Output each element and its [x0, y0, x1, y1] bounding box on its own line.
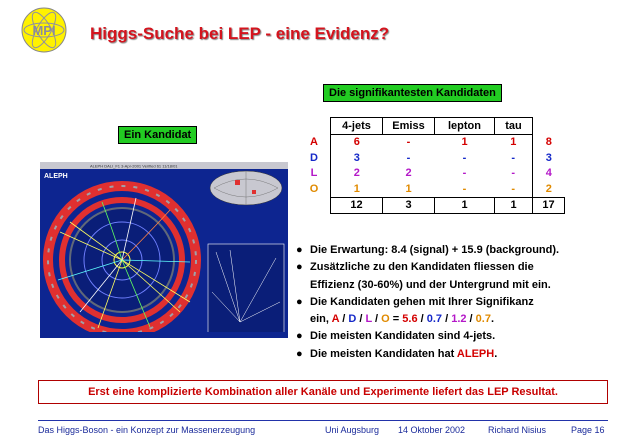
footer-page-number: Page 16	[571, 425, 605, 435]
total-cell: 12	[331, 197, 383, 214]
table-cell: 3	[353, 151, 360, 164]
period: .	[490, 313, 495, 326]
bullet-icon: ●	[296, 295, 303, 308]
table-row	[298, 181, 565, 197]
label-L: L	[365, 313, 372, 326]
table-row	[298, 166, 565, 182]
row-label: A	[298, 134, 331, 150]
separator: /	[417, 313, 427, 326]
table-cell: 1	[353, 182, 360, 195]
footer-university: Uni Augsburg	[325, 425, 380, 435]
footer-talk-title: Das Higgs-Boson - ein Konzept zur Massenerzeugung	[38, 425, 256, 435]
row-label: O	[298, 181, 331, 197]
table-row	[298, 134, 565, 150]
value-O: 0.7	[475, 313, 491, 326]
row-label: L	[298, 166, 331, 182]
table-cell: 3	[533, 150, 565, 166]
table-cell: 6	[353, 136, 360, 149]
total-cell: 3	[383, 197, 435, 214]
row-label: D	[298, 150, 331, 166]
bullet-item	[296, 259, 559, 276]
conclusion-box: Erst eine komplizierte Kombination aller Kanäle und Experimente liefert das LEP Resultat.	[38, 380, 608, 404]
label-A: A	[331, 313, 340, 326]
column-header: 4-jets	[331, 118, 383, 135]
table-cell: 8	[533, 134, 565, 150]
table-cell: -	[462, 151, 467, 164]
column-header: tau	[495, 118, 533, 135]
bullet-text: Die Kandidaten gehen mit Ihrer Signifikanz	[310, 295, 534, 308]
table-row	[298, 150, 565, 166]
table-cell: 2	[405, 167, 412, 180]
table-cell: 2	[533, 181, 565, 197]
single-candidate-label: Ein Kandidat	[118, 126, 197, 144]
table-cell: -	[406, 136, 411, 149]
table-header-row	[298, 118, 565, 135]
bullet-icon: ●	[296, 261, 303, 274]
table-cell: 4	[533, 166, 565, 182]
bullet-item	[296, 328, 559, 345]
table-cell: -	[511, 151, 516, 164]
bullet-text: Die meisten Kandidaten hat	[310, 347, 457, 360]
candidates-table	[298, 117, 565, 214]
page-title: Higgs-Suche bei LEP - eine Evidenz?	[90, 24, 390, 43]
bullet-continuation	[296, 311, 559, 328]
bullet-continuation: Effizienz (30-60%) und der Untergrund mit ein.	[310, 278, 551, 291]
table-cell: -	[511, 167, 516, 180]
table-cell: 2	[353, 167, 360, 180]
table-cell: 1	[405, 182, 412, 195]
equals: =	[389, 313, 403, 326]
bullet-text: Zusätzliche zu den Kandidaten fliessen die	[310, 261, 534, 274]
period: .	[494, 347, 498, 360]
bullet-icon: ●	[296, 347, 303, 360]
footer-author: Richard Nisius	[488, 425, 547, 435]
table-cell: -	[462, 182, 467, 195]
separator: /	[442, 313, 452, 326]
total-cell: 1	[435, 197, 495, 214]
value-A: 5.6	[402, 313, 418, 326]
mpi-atom-logo	[20, 6, 68, 54]
bullet-item	[296, 242, 559, 259]
separator: /	[356, 313, 366, 326]
bullet-item	[296, 294, 559, 311]
text-segment: ein,	[310, 313, 332, 326]
footer-date: 14 Oktober 2002	[398, 425, 466, 435]
table-cell: -	[462, 167, 467, 180]
aleph-logo-text: ALEPH	[44, 173, 68, 180]
bullet-list	[296, 242, 559, 363]
separator: /	[339, 313, 349, 326]
bullet-text: Die meisten Kandidaten sind 4-jets.	[310, 330, 496, 343]
table-cell: -	[406, 151, 411, 164]
bullet-text: Die Erwartung: 8.4 (signal) + 15.9 (background).	[310, 244, 560, 256]
label-D: D	[348, 313, 357, 326]
bullet-icon: ●	[296, 330, 303, 343]
table-totals-row	[298, 197, 565, 214]
table-cell: 1	[510, 136, 517, 149]
total-cell: 1	[495, 197, 533, 214]
table-cell: -	[511, 182, 516, 195]
column-header: Emiss	[383, 118, 435, 135]
value-D: 0.7	[426, 313, 443, 326]
bullet-icon: ●	[296, 244, 303, 256]
bullet-item	[296, 346, 559, 363]
footer-divider	[38, 420, 608, 421]
aleph-event-display	[40, 162, 288, 338]
value-L: 1.2	[451, 313, 467, 326]
total-cell: 17	[533, 197, 565, 214]
table-cell: 1	[461, 136, 468, 149]
column-header: lepton	[435, 118, 495, 135]
aleph-highlight: ALEPH	[456, 347, 495, 360]
candidates-header: Die signifikantesten Kandidaten	[323, 84, 502, 102]
separator: /	[466, 313, 476, 326]
event-header-text: ALEPH DALI_F1 3-Apr-2001 Verified 61 11/18/01	[90, 163, 178, 169]
logo-text: MPI	[32, 23, 56, 38]
label-O: O	[381, 313, 390, 326]
separator: /	[371, 313, 382, 326]
